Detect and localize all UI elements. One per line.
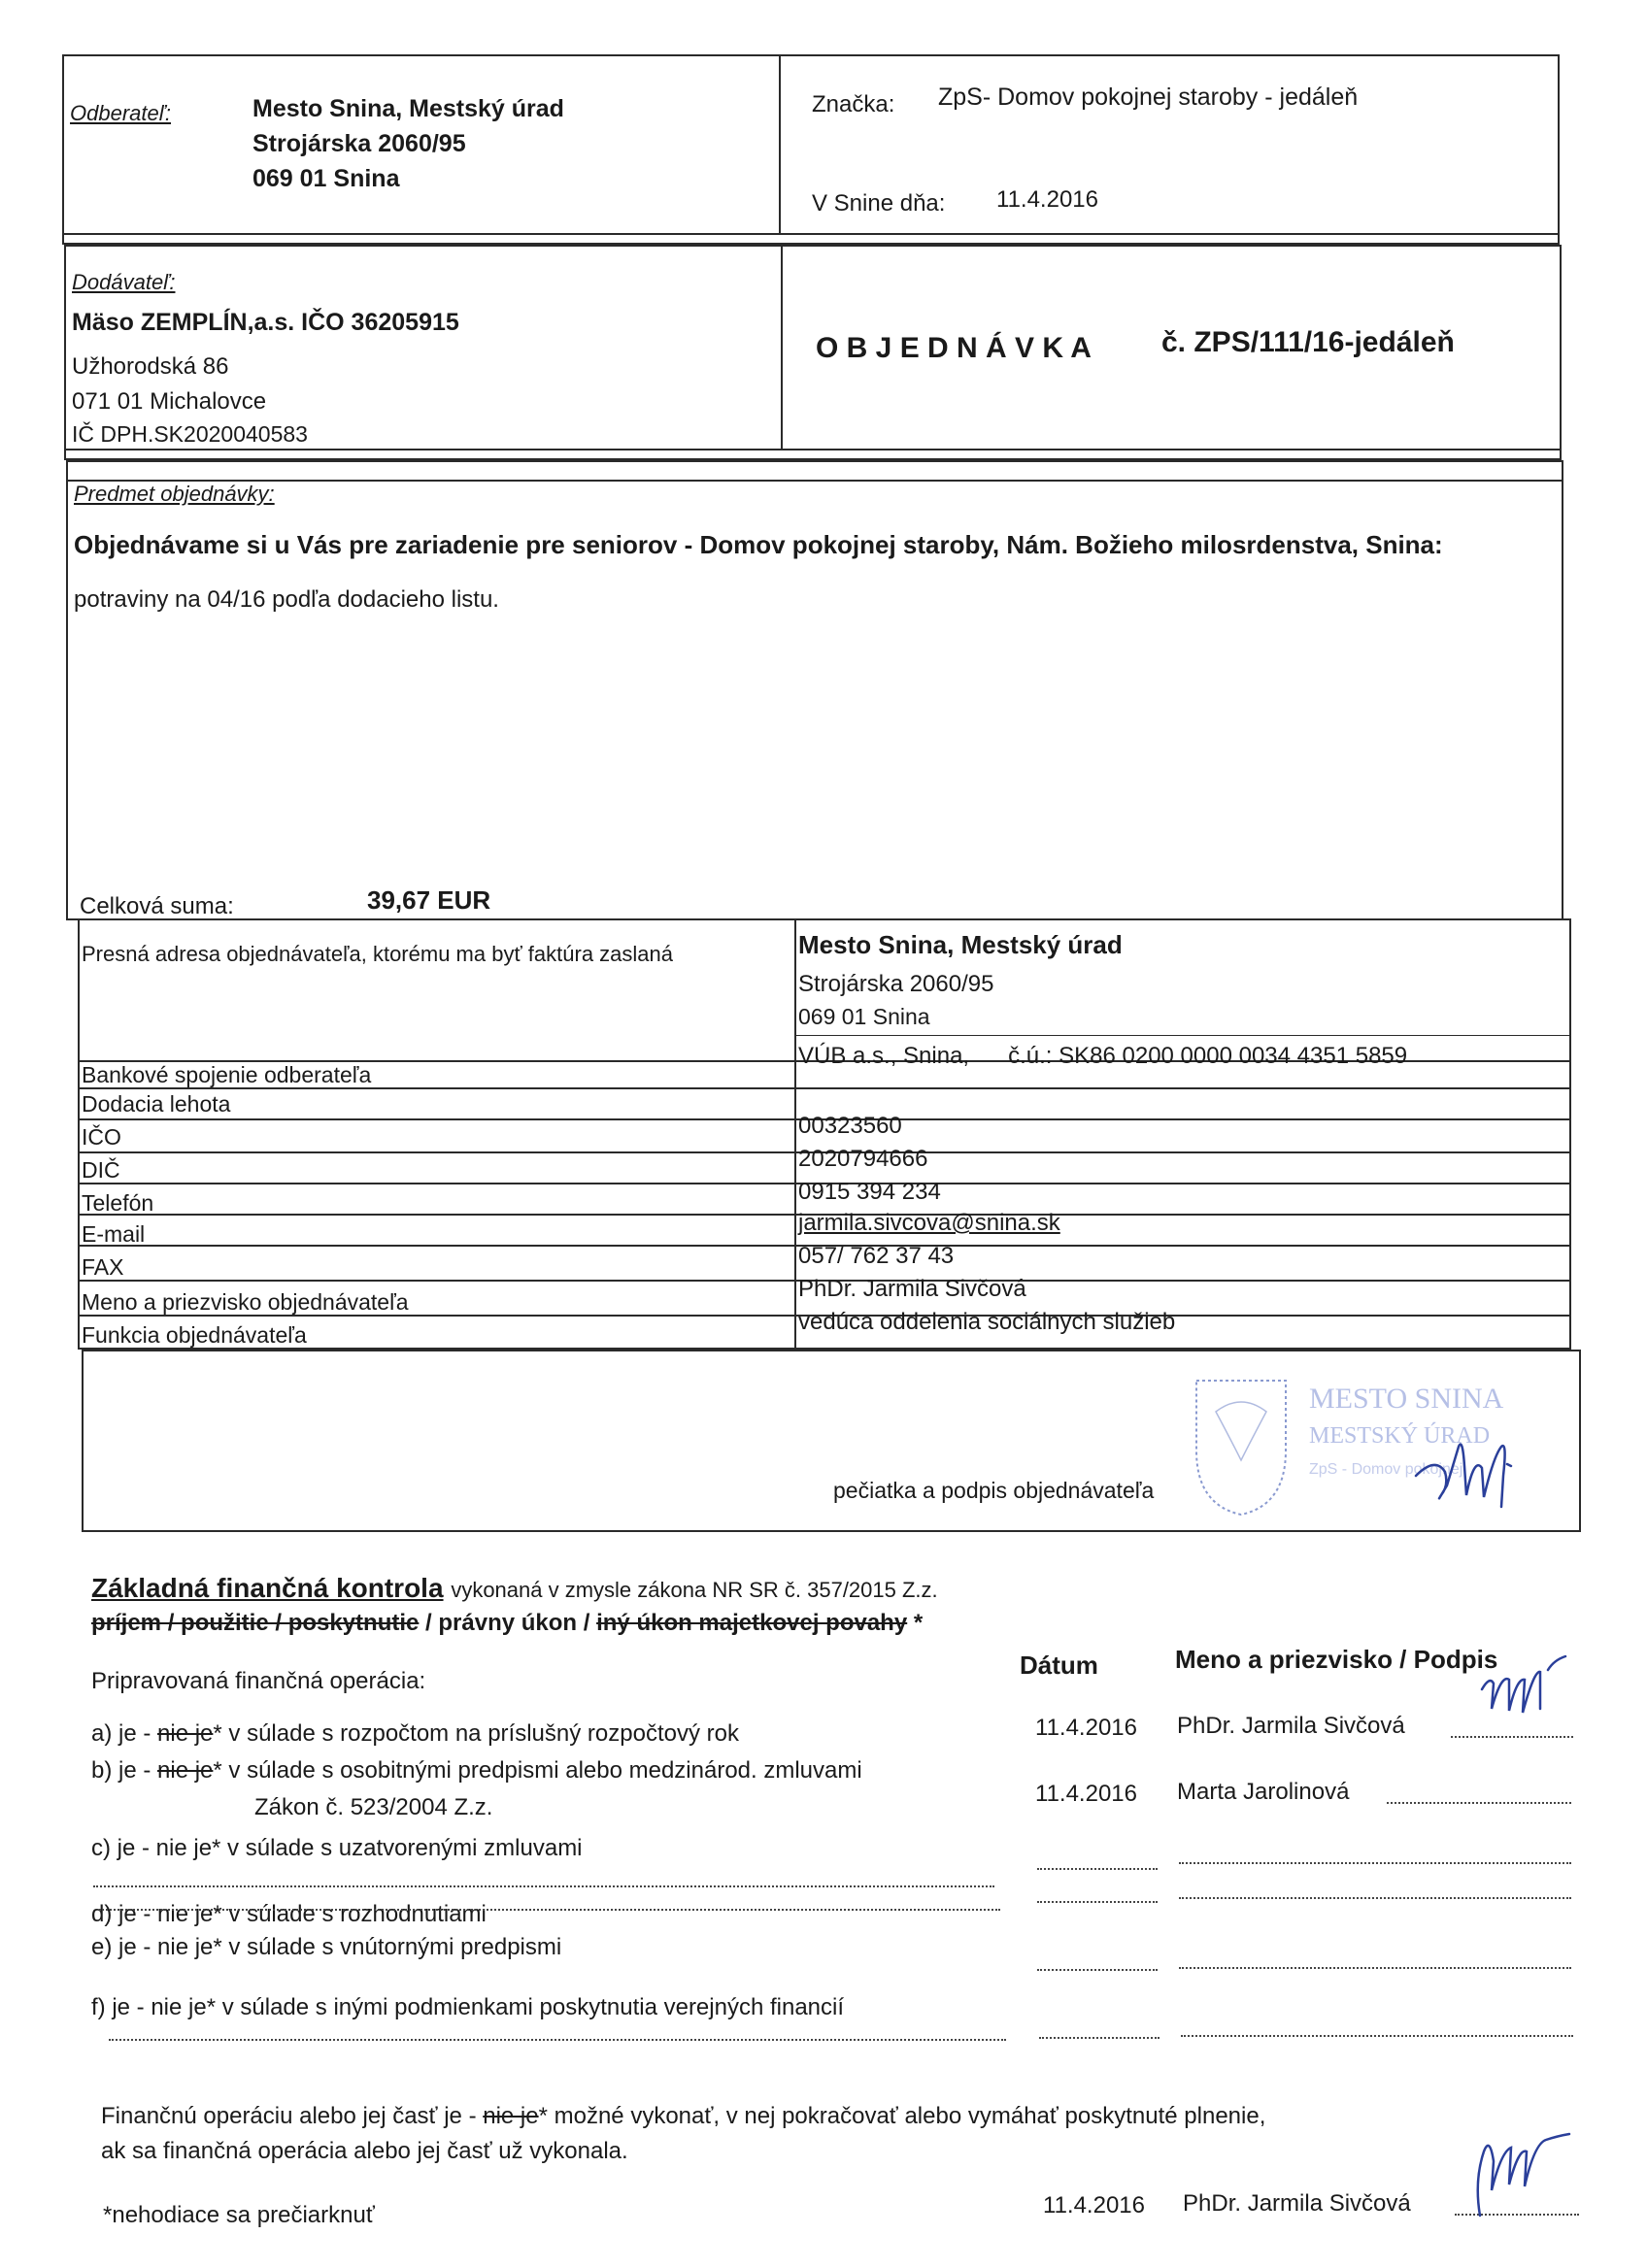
- item-a: [91, 1720, 739, 1748]
- sign-b-name: Marta Jarolinová: [1177, 1779, 1350, 1805]
- stamp-text-2: MESTSKÝ ÚRAD: [1309, 1423, 1491, 1449]
- row-label-fax: FAX: [82, 1254, 124, 1280]
- supplier-divider: [781, 245, 783, 450]
- odberatel-line-3: 069 01 Snina: [252, 165, 400, 192]
- final-date: 11.4.2016: [1043, 2192, 1145, 2218]
- item-d: d) je - nie je* v súlade s rozhodnutiami: [91, 1901, 487, 1927]
- item-a-struck: nie je: [157, 1720, 214, 1747]
- control-line-2: [91, 1610, 923, 1637]
- item-b-pre: b) je -: [91, 1757, 158, 1784]
- item-c: c) je - nie je* v súlade s uzatvorenými zmluvami: [91, 1835, 583, 1861]
- dotted-line: [109, 2039, 1006, 2041]
- dodavatel-label: Dodávateľ:: [72, 270, 176, 294]
- row-value-fax: 057/ 762 37 43: [798, 1243, 955, 1269]
- final-name: PhDr. Jarmila Sivčová: [1183, 2190, 1411, 2217]
- subject-label: Predmet objednávky:: [74, 482, 275, 506]
- dotted-line: [1181, 2035, 1573, 2037]
- row-label-bank: Bankové spojenie odberateľa: [82, 1062, 372, 1087]
- item-b-post: * v súlade s osobitnými predpismi alebo medzinárod. zmluvami: [213, 1757, 862, 1784]
- dotted-line: [1039, 2037, 1160, 2039]
- supplier-line-2: 071 01 Michalovce: [72, 388, 267, 415]
- col-name: Meno a priezvisko / Podpis: [1175, 1645, 1498, 1674]
- final-line-2: ak sa finančná operácia alebo jej časť už vykonala.: [101, 2138, 628, 2164]
- signature-stamp: [1406, 1418, 1562, 1515]
- total-label: Celková suma:: [80, 893, 234, 919]
- control-struck-1: príjem / použitie / poskytnutie: [91, 1610, 420, 1636]
- dotted-line: [1179, 1862, 1571, 1864]
- control-heading: Základná finančná kontrola: [91, 1573, 444, 1603]
- row-label-dic: DIČ: [82, 1157, 120, 1183]
- odberatel-line-2: Strojárska 2060/95: [252, 130, 466, 157]
- row-value-phone: 0915 394 234: [798, 1179, 941, 1205]
- row-label-email: E-mail: [82, 1221, 146, 1247]
- item-b-struck: nie je: [157, 1757, 214, 1784]
- znacka-label: Značka:: [812, 91, 895, 117]
- invoice-line-1: Mesto Snina, Mestský úrad: [798, 930, 1123, 959]
- invoice-label: Presná adresa objednávateľa, ktorému ma byť faktúra zaslaná: [82, 942, 674, 966]
- final-line-1: [101, 2103, 1265, 2130]
- invoice-line-3: 069 01 Snina: [798, 1004, 930, 1029]
- item-a-post: * v súlade s rozpočtom na príslušný rozpočtový rok: [213, 1720, 739, 1747]
- invoice-line-2: Strojárska 2060/95: [798, 971, 994, 997]
- dotted-line: [1179, 1897, 1571, 1899]
- sign-a-date: 11.4.2016: [1035, 1715, 1137, 1741]
- odberatel-line-1: Mesto Snina, Mestský úrad: [252, 95, 564, 122]
- col-date: Dátum: [1020, 1651, 1098, 1680]
- row-value-dic: 2020794666: [798, 1146, 928, 1172]
- datum-label: V Snine dňa:: [812, 190, 946, 217]
- row-label-delivery: Dodacia lehota: [82, 1091, 231, 1117]
- item-b-law: Zákon č. 523/2004 Z.z.: [254, 1794, 493, 1820]
- details-divider: [794, 918, 796, 1350]
- signature-a: [1476, 1651, 1583, 1718]
- row-label-phone: Telefón: [82, 1190, 154, 1216]
- final-struck: nie je: [483, 2103, 539, 2129]
- subject-detail: potraviny na 04/16 podľa dodacieho listu.: [74, 586, 499, 613]
- dotted-line: [1387, 1802, 1571, 1804]
- supplier-line-3: IČ DPH.SK2020040583: [72, 421, 308, 447]
- subject-top-line: [66, 480, 1563, 482]
- order-title-prefix: O B J E D N Á V K A: [816, 332, 1092, 364]
- row-label-name: Meno a priezvisko objednávateľa: [82, 1289, 409, 1315]
- dotted-line: [1037, 1901, 1158, 1903]
- subject-main: Objednávame si u Vás pre zariadenie pre seniorov - Domov pokojnej staroby, Nám. Božieho milosrdenstva, Snina:: [74, 530, 1443, 559]
- dotted-line: [99, 1909, 1000, 1911]
- item-f: f) je - nie je* v súlade s inými podmienkami poskytnutia verejných financií: [91, 1994, 845, 2020]
- sign-b-date: 11.4.2016: [1035, 1781, 1137, 1807]
- dotted-line: [93, 1885, 994, 1887]
- sign-a-name: PhDr. Jarmila Sivčová: [1177, 1713, 1405, 1739]
- row-label-function: Funkcia objednávateľa: [82, 1322, 307, 1348]
- header-divider: [779, 54, 781, 235]
- dotted-line: [1037, 1868, 1158, 1870]
- supplier-bottom-line: [64, 449, 1562, 450]
- row-value-function: vedúca oddelenia sociálnych služieb: [798, 1309, 1176, 1335]
- row-value-email[interactable]: jarmila.sivcova@snina.sk: [798, 1210, 1060, 1236]
- item-b: [91, 1757, 862, 1784]
- stamp-text-1: MESTO SNINA: [1309, 1383, 1504, 1415]
- odberatel-label: Odberateľ:: [70, 101, 172, 125]
- final-pre: Finančnú operáciu alebo jej časť je -: [101, 2103, 484, 2129]
- stamp-label: pečiatka a podpis objednávateľa: [833, 1478, 1155, 1503]
- control-struck-2: iný úkon majetkovej povahy: [596, 1610, 908, 1636]
- row-value-name: PhDr. Jarmila Sivčová: [798, 1276, 1026, 1302]
- signature-final: [1461, 2122, 1577, 2229]
- supplier-name: Mäso ZEMPLÍN,a.s. IČO 36205915: [72, 309, 459, 336]
- row-label-ico: IČO: [82, 1124, 121, 1150]
- final-post: * možné vykonať, v nej pokračovať alebo vymáhať poskytnuté plnenie,: [538, 2103, 1266, 2129]
- total-value: 39,67 EUR: [367, 885, 491, 915]
- dotted-line: [1451, 1736, 1573, 1738]
- item-e: e) je - nie je* v súlade s vnútornými predpismi: [91, 1934, 562, 1960]
- header-bottom-line: [62, 233, 1560, 235]
- footnote: *nehodiace sa prečiarknuť: [103, 2202, 375, 2228]
- control-mid: / právny úkon /: [425, 1610, 590, 1636]
- row-value-bank: VÚB a.s., Snina, č.ú.: SK86 0200 0000 0034 4351 5859: [798, 1043, 1408, 1069]
- item-a-pre: a) je -: [91, 1720, 158, 1747]
- dotted-line: [1179, 1967, 1571, 1969]
- supplier-line-1: Užhorodská 86: [72, 353, 229, 380]
- control-heading-line: [91, 1573, 938, 1604]
- datum-value: 11.4.2016: [996, 186, 1098, 213]
- znacka-value: ZpS- Domov pokojnej staroby - jedáleň: [938, 83, 1359, 111]
- control-heading-rest: vykonaná v zmysle zákona NR SR č. 357/2015 Z.z.: [451, 1578, 938, 1602]
- row-value-ico: 00323560: [798, 1113, 902, 1139]
- prep-label: Pripravovaná finančná operácia:: [91, 1668, 426, 1694]
- stamp-text-3: ZpS - Domov pokojnej: [1309, 1461, 1463, 1478]
- control-asterisk: *: [913, 1610, 924, 1636]
- invoice-sub-line: [794, 1035, 1571, 1036]
- order-title-number: č. ZPS/111/16-jedáleň: [1161, 326, 1455, 358]
- dotted-line: [1037, 1969, 1158, 1971]
